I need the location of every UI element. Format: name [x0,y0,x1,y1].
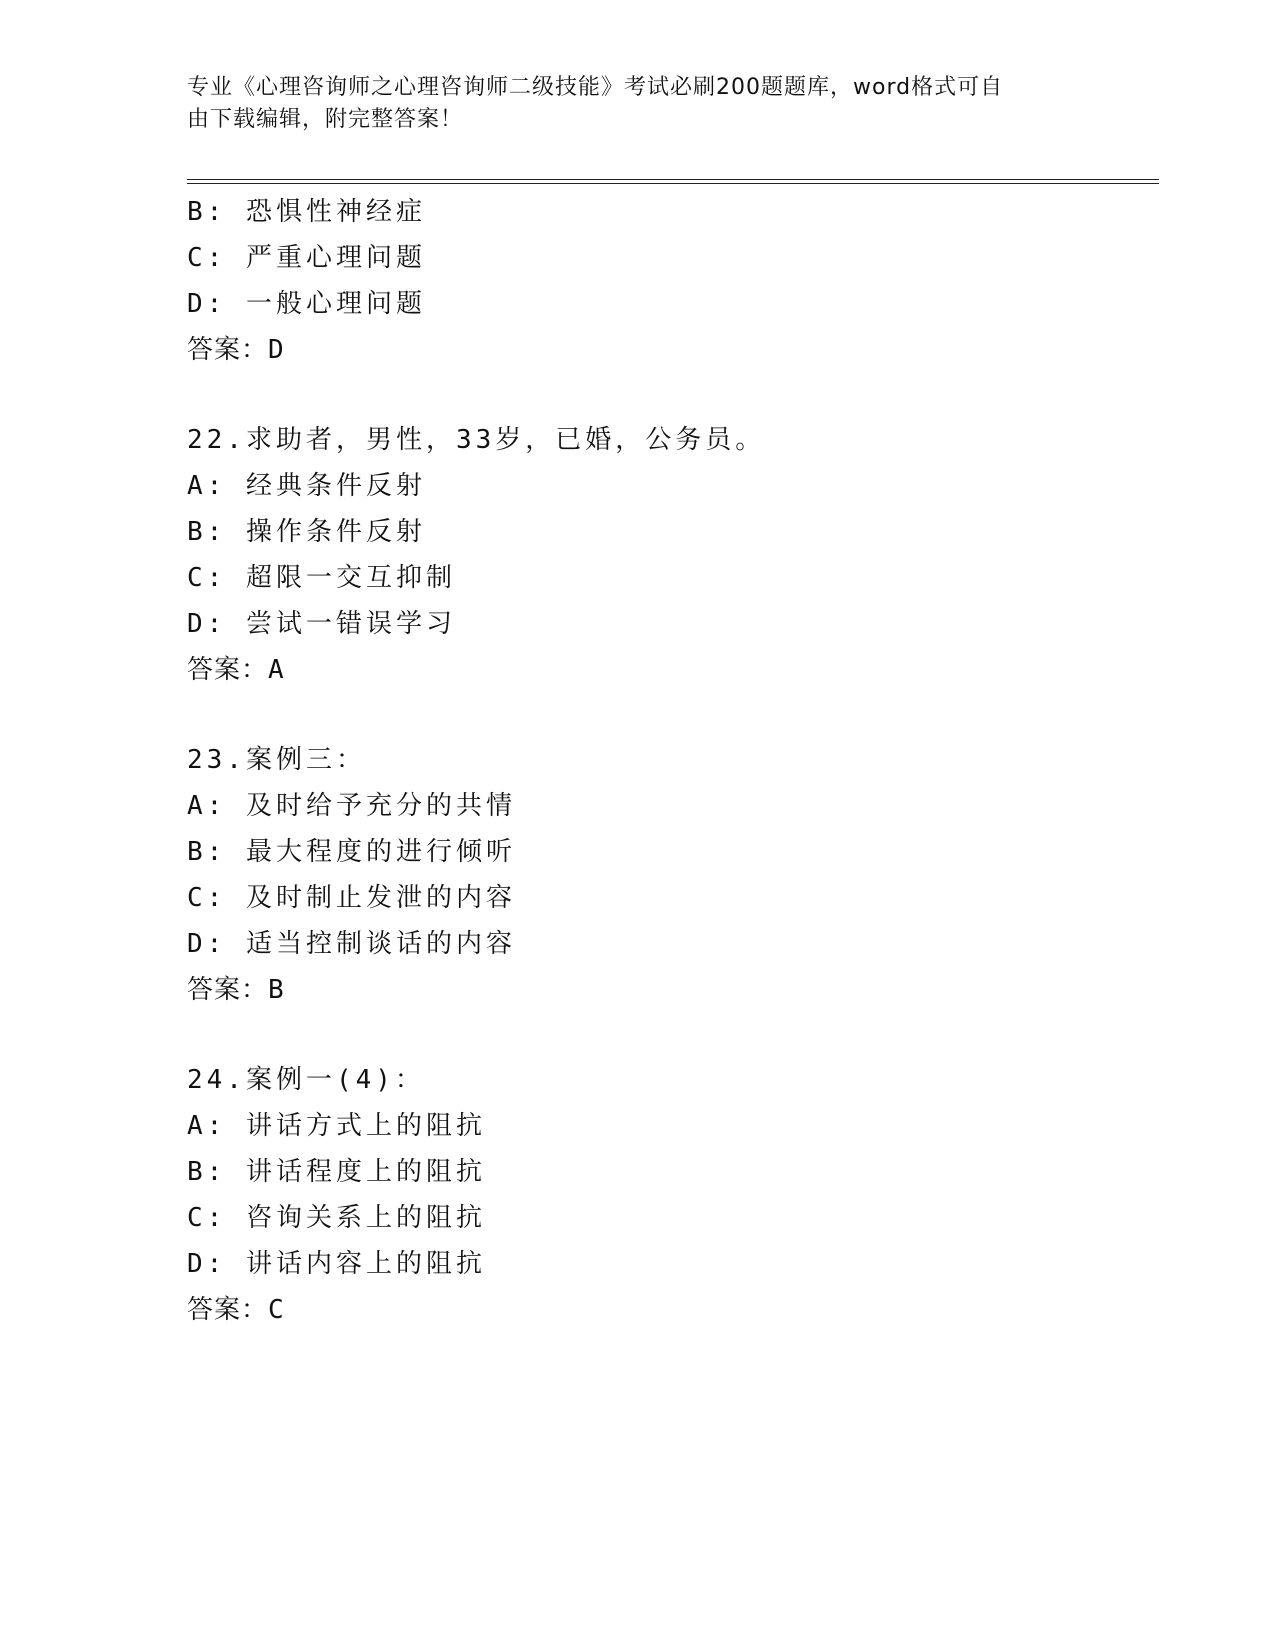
question-21-continued [187,189,1147,373]
answer-value: B [268,975,285,1005]
option-d: D: 适当控制谈话的内容 [187,929,516,959]
option-c: C: 超限一交互抑制 [187,563,456,593]
answer-label: 答案： [187,1295,269,1325]
option-d: D: 讲话内容上的阻抗 [187,1249,486,1279]
answer-line [187,647,1147,693]
answer-line [187,1287,1147,1333]
answer-label: 答案： [187,975,269,1005]
option-b: B: 讲话程度上的阻抗 [187,1157,486,1187]
answer-label: 答案： [187,335,269,365]
option-b: B: 操作条件反射 [187,517,426,547]
answer-label: 答案： [187,655,269,685]
option-a: A: 经典条件反射 [187,471,426,501]
answer-value: D [268,335,285,365]
spacer [187,1013,1147,1057]
option-c: C: 及时制止发泄的内容 [187,883,516,913]
option-a: A: 及时给予充分的共情 [187,791,516,821]
header-divider-top [187,179,1159,180]
document-header [187,72,1087,136]
header-line-2: 由下载编辑，附完整答案！ [187,107,464,132]
spacer [187,693,1147,737]
question-23 [187,737,1147,1013]
option-d: D: 尝试一错误学习 [187,609,456,639]
spacer [187,373,1147,417]
answer-line [187,327,1147,373]
answer-value: A [268,655,285,685]
question-stem: 22.求助者，男性，33岁，已婚，公务员。 [187,425,766,455]
option-a: A: 讲话方式上的阻抗 [187,1111,486,1141]
question-24 [187,1057,1147,1333]
option-c: C: 咨询关系上的阻抗 [187,1203,486,1233]
header-line-1: 专业《心理咨询师之心理咨询师二级技能》考试必刷200题题库，word格式可自 [187,75,1004,100]
question-stem: 23.案例三： [187,745,366,775]
header-divider-bottom [187,183,1159,184]
option-b: B: 恐惧性神经症 [187,197,426,227]
option-b: B: 最大程度的进行倾听 [187,837,516,867]
question-22 [187,417,1147,693]
option-d: D: 一般心理问题 [187,289,426,319]
question-stem: 24.案例一(4)： [187,1065,425,1095]
answer-line [187,967,1147,1013]
option-c: C: 严重心理问题 [187,243,426,273]
question-list [187,189,1147,1333]
answer-value: C [268,1295,285,1325]
